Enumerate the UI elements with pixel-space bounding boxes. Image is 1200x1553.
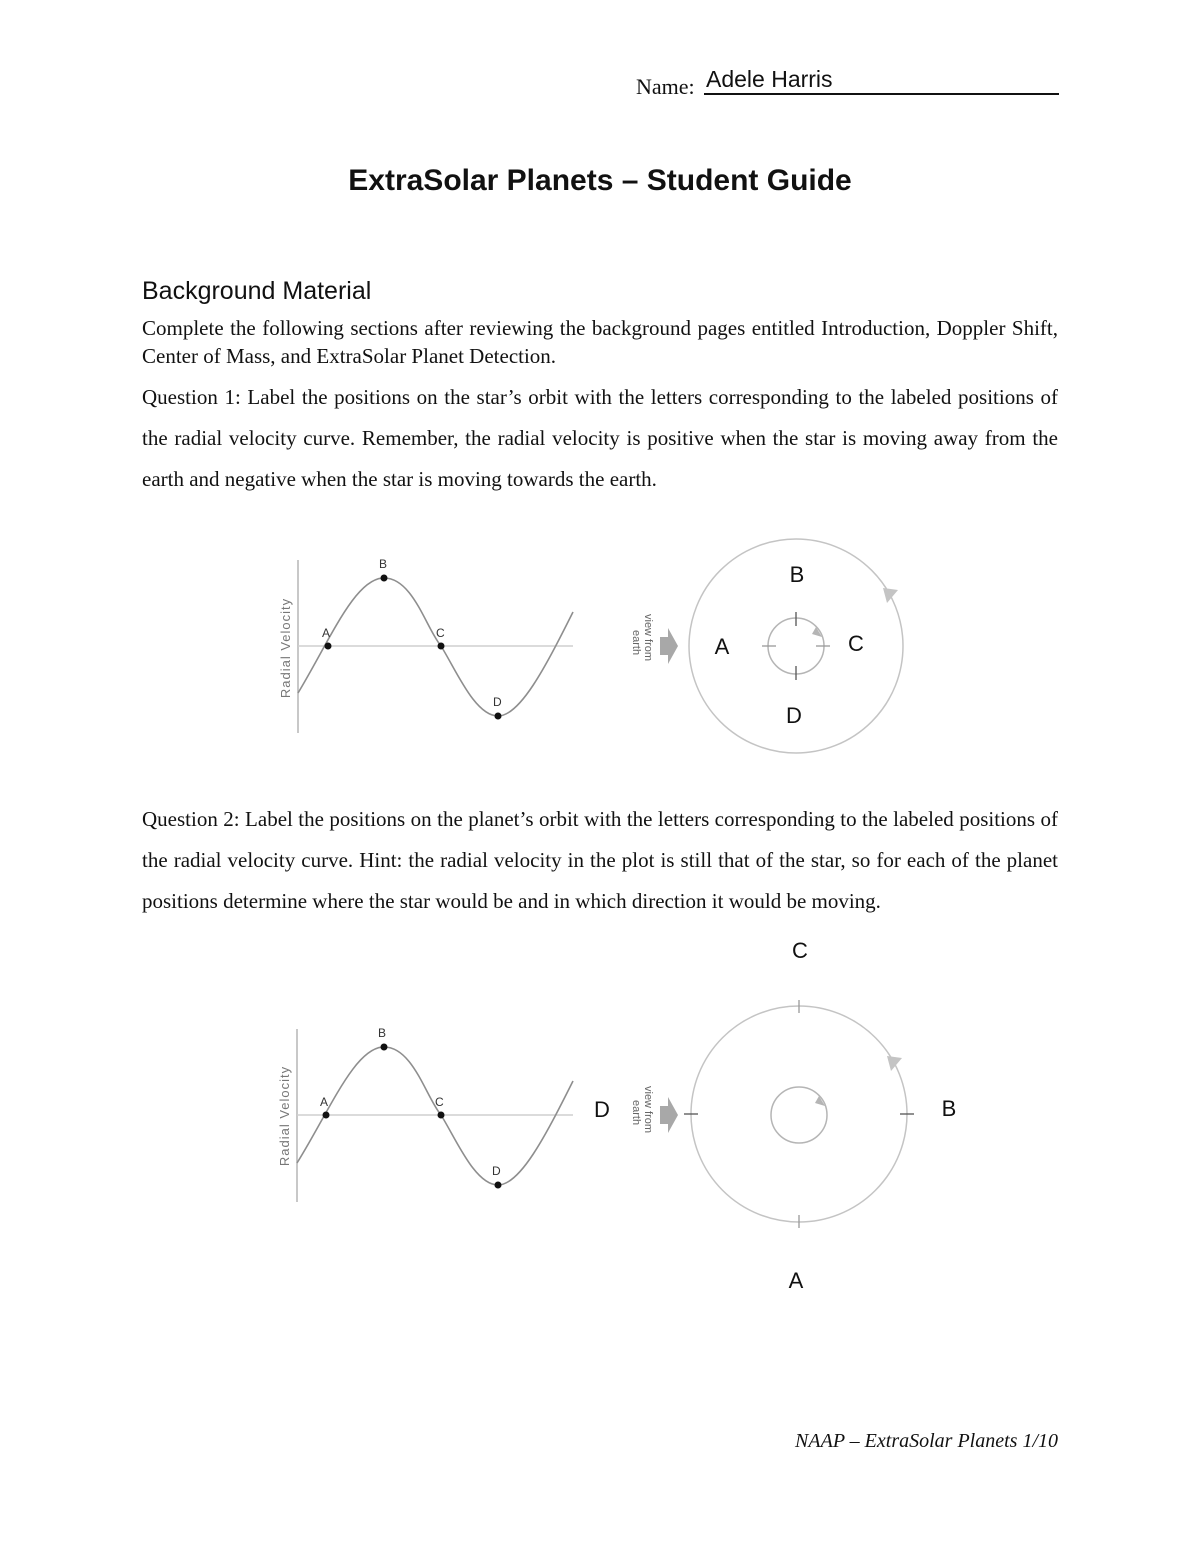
section-heading: Background Material bbox=[142, 277, 372, 305]
planet-orbit-direction-icon bbox=[887, 1056, 902, 1071]
y-axis-label: Radial Velocity bbox=[278, 597, 293, 699]
curve-point-c bbox=[438, 1112, 445, 1119]
curve-label-b: B bbox=[379, 557, 388, 571]
view-label-line2: earth bbox=[630, 630, 642, 656]
curve-label-c: C bbox=[436, 626, 445, 640]
star-orbit-diagram bbox=[689, 539, 903, 753]
curve-point-b bbox=[381, 1044, 388, 1051]
view-from-earth-arrow bbox=[630, 614, 678, 664]
curve-label-d: D bbox=[492, 1164, 501, 1178]
name-label: Name: bbox=[636, 74, 695, 99]
answer-bottom[interactable]: A bbox=[788, 1268, 804, 1293]
view-label-line1: view from bbox=[642, 614, 654, 662]
name-value[interactable]: Adele Harris bbox=[706, 66, 833, 92]
answer-top[interactable]: C bbox=[792, 938, 808, 963]
curve-label-b: B bbox=[378, 1026, 387, 1040]
velocity-curve bbox=[298, 578, 573, 716]
curve-label-a: A bbox=[322, 626, 331, 640]
star-orbit bbox=[768, 618, 824, 674]
view-label-line1: view from bbox=[642, 1086, 654, 1134]
question-1-text: Question 1: Label the positions on the star’s orbit with the letters corresponding to the labeled positions of the radial velocity curve. Remember, the radial velocity is positive when the star is moving away from the earth and negative when the star is moving towards the earth. bbox=[142, 385, 1058, 491]
radial-velocity-plot bbox=[278, 557, 573, 733]
question-2-text: Question 2: Label the positions on the planet’s orbit with the letters corresponding to the labeled positions of the radial velocity curve. Hint: the radial velocity in the plot is still that of the star, so for each of the planet positions determine where the star would be and in which direction it would be moving. bbox=[142, 807, 1058, 913]
answer-top[interactable]: B bbox=[789, 562, 805, 587]
star-orbit bbox=[771, 1087, 827, 1143]
curve-label-a: A bbox=[320, 1095, 329, 1109]
curve-label-c: C bbox=[435, 1095, 444, 1109]
view-from-earth-arrow bbox=[630, 1086, 678, 1133]
curve-point-d bbox=[495, 1182, 502, 1189]
answer-right[interactable]: B bbox=[941, 1096, 957, 1121]
answer-bottom[interactable]: D bbox=[786, 703, 802, 728]
question-2-figure bbox=[0, 930, 1200, 1310]
question-1-figure bbox=[0, 520, 1200, 780]
answer-left[interactable]: D bbox=[594, 1097, 610, 1122]
y-axis-label: Radial Velocity bbox=[277, 1065, 292, 1167]
answer-right[interactable]: C bbox=[848, 631, 864, 656]
curve-point-b bbox=[381, 575, 388, 582]
intro-paragraph: Complete the following sections after reviewing the background pages entitled Introduction, Doppler Shift, Center of Mass, and ExtraSolar Planet Detection. bbox=[142, 316, 1058, 368]
curve-point-a bbox=[323, 1112, 330, 1119]
planet-orbit bbox=[691, 1006, 907, 1222]
outer-orbit-direction-icon bbox=[883, 588, 898, 603]
curve-point-c bbox=[438, 643, 445, 650]
name-underline bbox=[704, 93, 1059, 95]
page-footer: NAAP – ExtraSolar Planets 1/10 bbox=[795, 1430, 1058, 1452]
velocity-curve bbox=[297, 1047, 573, 1185]
answer-left[interactable]: A bbox=[714, 634, 730, 659]
view-label-line2: earth bbox=[630, 1100, 642, 1126]
curve-point-a bbox=[325, 643, 332, 650]
name-field[interactable] bbox=[636, 66, 1060, 100]
curve-point-d bbox=[495, 713, 502, 720]
curve-label-d: D bbox=[493, 695, 502, 709]
earth-arrow-icon bbox=[660, 628, 678, 664]
earth-arrow-icon bbox=[660, 1097, 678, 1133]
page-title: ExtraSolar Planets – Student Guide bbox=[348, 164, 852, 197]
radial-velocity-plot bbox=[277, 1026, 573, 1202]
